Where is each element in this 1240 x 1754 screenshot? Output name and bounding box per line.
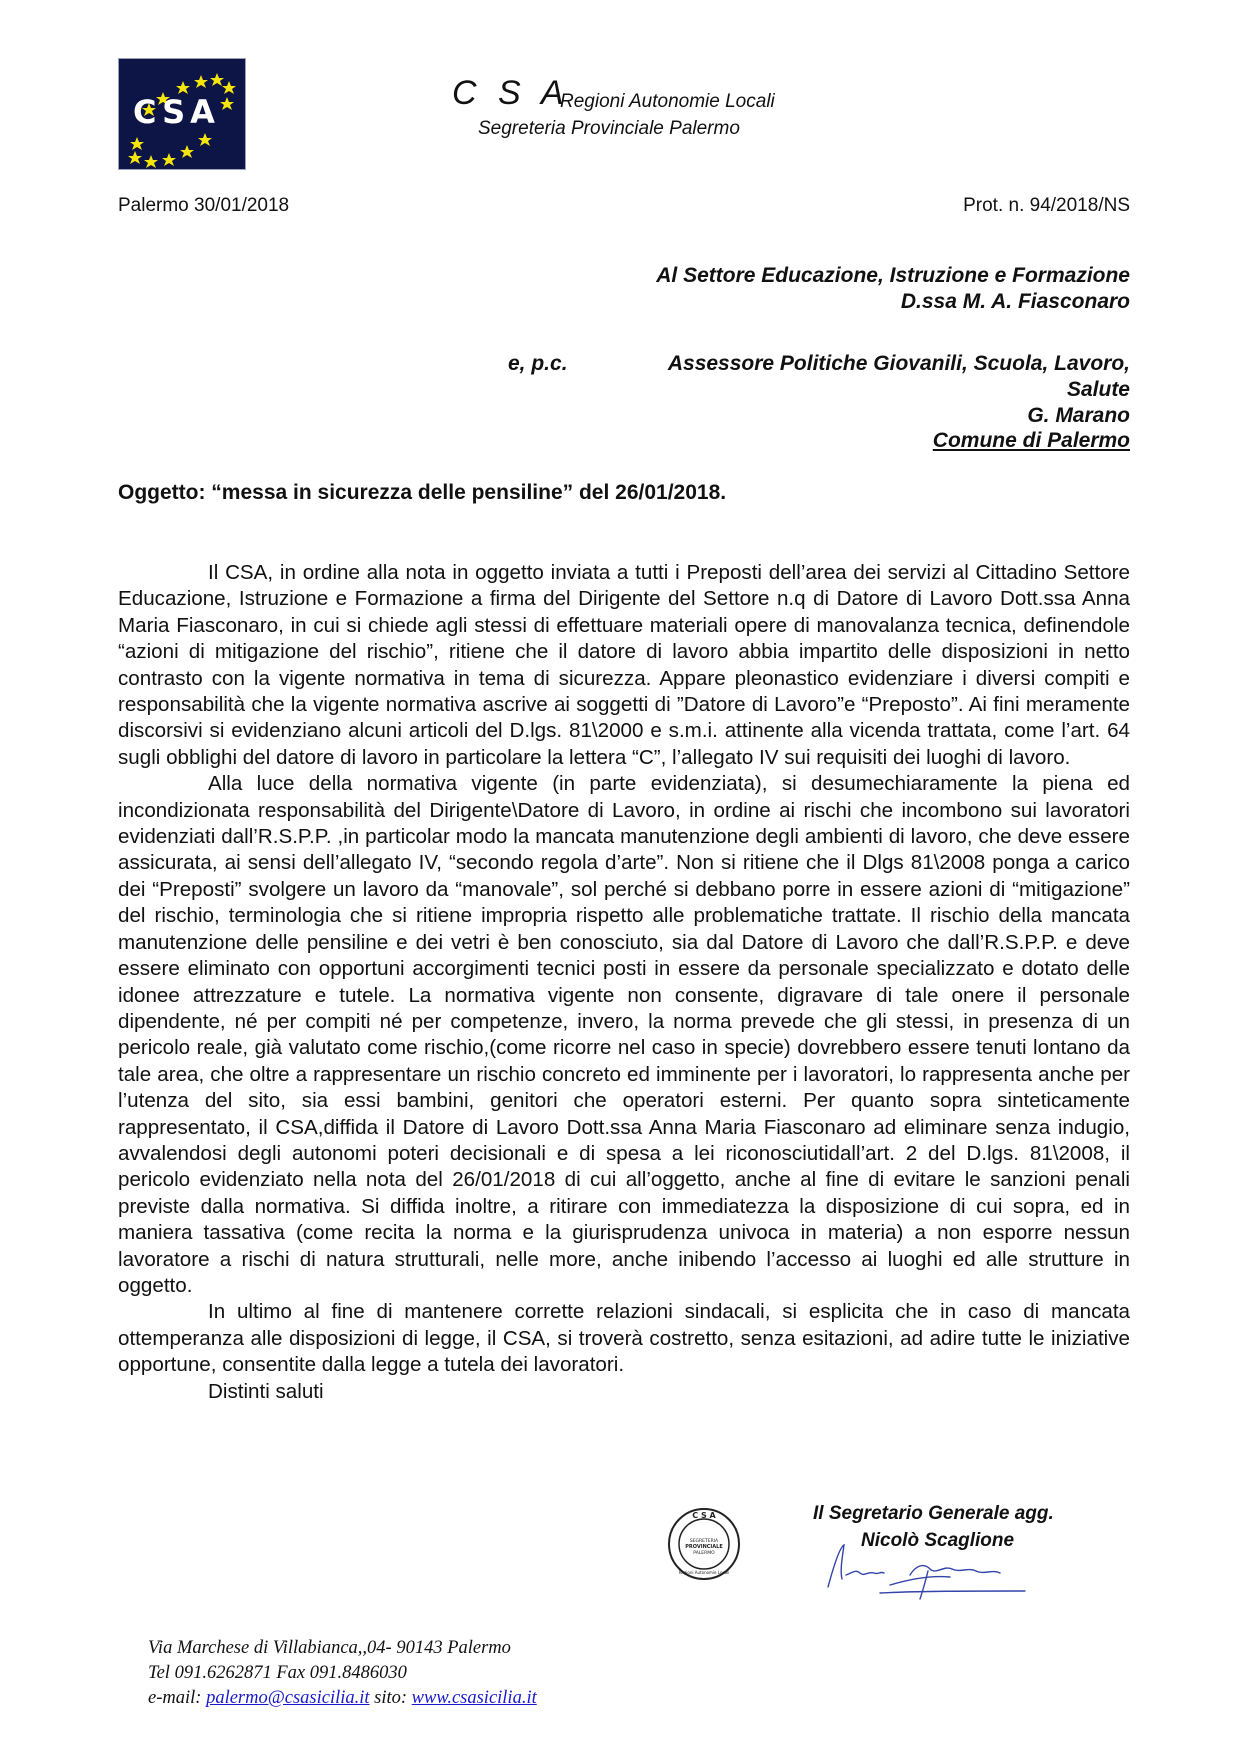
body-paragraph: Alla luce della normativa vigente (in parte evidenziata), si desumechiaramente la piena ed incondizionata responsabilità del Dirigente\Datore di Lavoro, in ordine ai rischi che incombono sui lavoratori evidenziati dall’R.S.P.P. ,in particolar modo la mancata manutenzione degli ambienti di lavoro, che deve essere assicurata, ai sensi dell’allegato IV, “secondo regola d’arte”. Non si ritiene che il Dlgs 81\2008 ponga a carico dei “Preposti” svolgere un lavoro da “manovale”, sol perché si debbano porre in essere azioni di “mitigazione” del rischio, terminologia che si ritiene impropria rispetto alle problematiche trattate. Il rischio della mancata manutenzione delle pensiline e dei vetri è ben conosciuto, sia dal Datore di Lavoro che dall’R.S.P.P. e deve essere eliminato con opportuni accorgimenti tecnici posti in essere da personale specializzato e dotato delle idonee attrezzature e tutele. La normativa vigente non consente, digravare di tale onere il personale dipendente, né per compiti né per competenze, invero, la norma prevede che gli stessi, in presenza di un pericolo reale, già valutato come rischio,(come ricorre nel caso in specie) dovrebbero essere tenuti lontano da tale area, che oltre a rappresentare un rischio concreto ed imminente per i lavoratori, lo rappresenta anche per l’utenza del sito, sia essi bambini, genitori che operatori esterni. Per quanto sopra sinteticamente rappresentato, il CSA,diffida il Datore di Lavoro Dott.ssa Anna Maria Fiasconaro ad eliminare senza indugio, avvalendosi degli autonomi poteri decisionali e di spesa a lei riconosciutidall’art. 2 del D.lgs. 81\2008, il pericolo evidenziato nella nota del 26/01/2018 di cui all’oggetto, anche al fine di evitare le sanzioni penali previste dalla normativa. Si diffida inoltre, a ritirare con immediatezza la disposizione di cui sopra, ed in maniera tassativa (come recita la norma e la giurisprudenza univoca in materia) a non esporre nessun lavoratore a rischi di natura strutturali, nelle more, anche inibendo l’accesso ai luoghi ed alle strutture in oggetto. xyxy=(118,772,1130,1297)
email-label: e-mail: xyxy=(148,1688,207,1708)
logo-text: CSA xyxy=(133,93,220,131)
cc-recipient-line: Comune di Palermo xyxy=(932,429,1130,452)
cc-label: e, p.c. xyxy=(508,352,568,375)
svg-text:C S A: C S A xyxy=(692,1511,716,1520)
cc-recipient-line: Salute xyxy=(1066,378,1130,401)
org-subtitle: Regioni Autonomie Locali xyxy=(560,91,775,112)
org-name: C S A xyxy=(452,74,570,112)
site-label: sito: xyxy=(369,1688,412,1708)
subject-line: Oggetto: “messa in sicurezza delle pensiline” del 26/01/2018. xyxy=(118,481,727,504)
svg-text:SEGRETERIA: SEGRETERIA xyxy=(689,1539,719,1544)
org-office: Segreteria Provinciale Palermo xyxy=(478,118,740,139)
footer-address: Via Marchese di Villabianca,,04- 90143 Palermo xyxy=(148,1638,511,1658)
recipient-line: Al Settore Educazione, Istruzione e Formazione xyxy=(656,264,1130,287)
body-paragraph: In ultimo al fine di mantenere corrette relazioni sindacali, si esplicita che in caso di mancata ottemperanza alle disposizioni di legge, il CSA, si troverà costretto, senza esitazioni, ad adire tutte le iniziative opportune, consentite dalla legge a tutela dei lavoratori. xyxy=(118,1300,1130,1377)
closing-salutation: Distinti saluti xyxy=(208,1379,324,1403)
email-link[interactable]: palermo@csasicilia.it xyxy=(206,1688,370,1708)
svg-text:Regioni Autonomie Locali: Regioni Autonomie Locali xyxy=(678,1570,730,1575)
protocol-number: Prot. n. 94/2018/NS xyxy=(963,195,1130,216)
place-date: Palermo 30/01/2018 xyxy=(118,195,290,216)
cc-recipient-line: G. Marano xyxy=(1027,404,1130,427)
footer-contacts xyxy=(148,1636,537,1711)
svg-text:PROVINCIALE: PROVINCIALE xyxy=(685,1544,723,1550)
footer-email-site xyxy=(148,1686,537,1711)
svg-text:PALERMO: PALERMO xyxy=(693,1551,715,1556)
stamp-icon xyxy=(666,1506,742,1582)
csa-logo xyxy=(118,58,246,170)
footer-phone-fax: Tel 091.6262871 Fax 091.8486030 xyxy=(148,1663,407,1683)
body-paragraph: Il CSA, in ordine alla nota in oggetto inviata a tutti i Preposti dell’area dei servizi al Cittadino Settore Educazione, Istruzione e Formazione a firma del Dirigente del Settore n.q di Datore di Lavoro Dott.ssa Anna Maria Fiasconaro, in cui si chiede agli stessi di effettuare materiali opere di manovalanza tecnica, definendole “azioni di mitigazione del rischio”, ritiene che il datore di lavoro abbia impartito delle disposizioni in netto contrasto con la vigente normativa in tema di sicurezza. Appare pleonastico evidenziare i diversi compiti e responsabilità che la vigente normativa ascrive ai soggetti di ”Datore di Lavoro”e “Preposto”. Ai fini meramente discorsivi si evidenziano alcuni articoli del D.lgs. 81\2000 e s.m.i. attinente alla vicenda trattata, come l’art. 64 sugli obblighi del datore di lavoro in particolare la lettera “C”, l’allegato IV sui requisiti dei luoghi di lavoro. xyxy=(118,561,1130,769)
letter-body xyxy=(118,560,1130,1405)
official-stamp xyxy=(666,1506,742,1587)
signatory-name: Nicolò Scaglione xyxy=(861,1530,1015,1551)
website-link[interactable]: www.csasicilia.it xyxy=(411,1688,537,1708)
signatory-title: Il Segretario Generale agg. xyxy=(813,1503,1054,1524)
recipient-line: D.ssa M. A. Fiasconaro xyxy=(900,290,1130,313)
cc-recipient-line: Assessore Politiche Giovanili, Scuola, Lavoro, xyxy=(667,352,1130,375)
